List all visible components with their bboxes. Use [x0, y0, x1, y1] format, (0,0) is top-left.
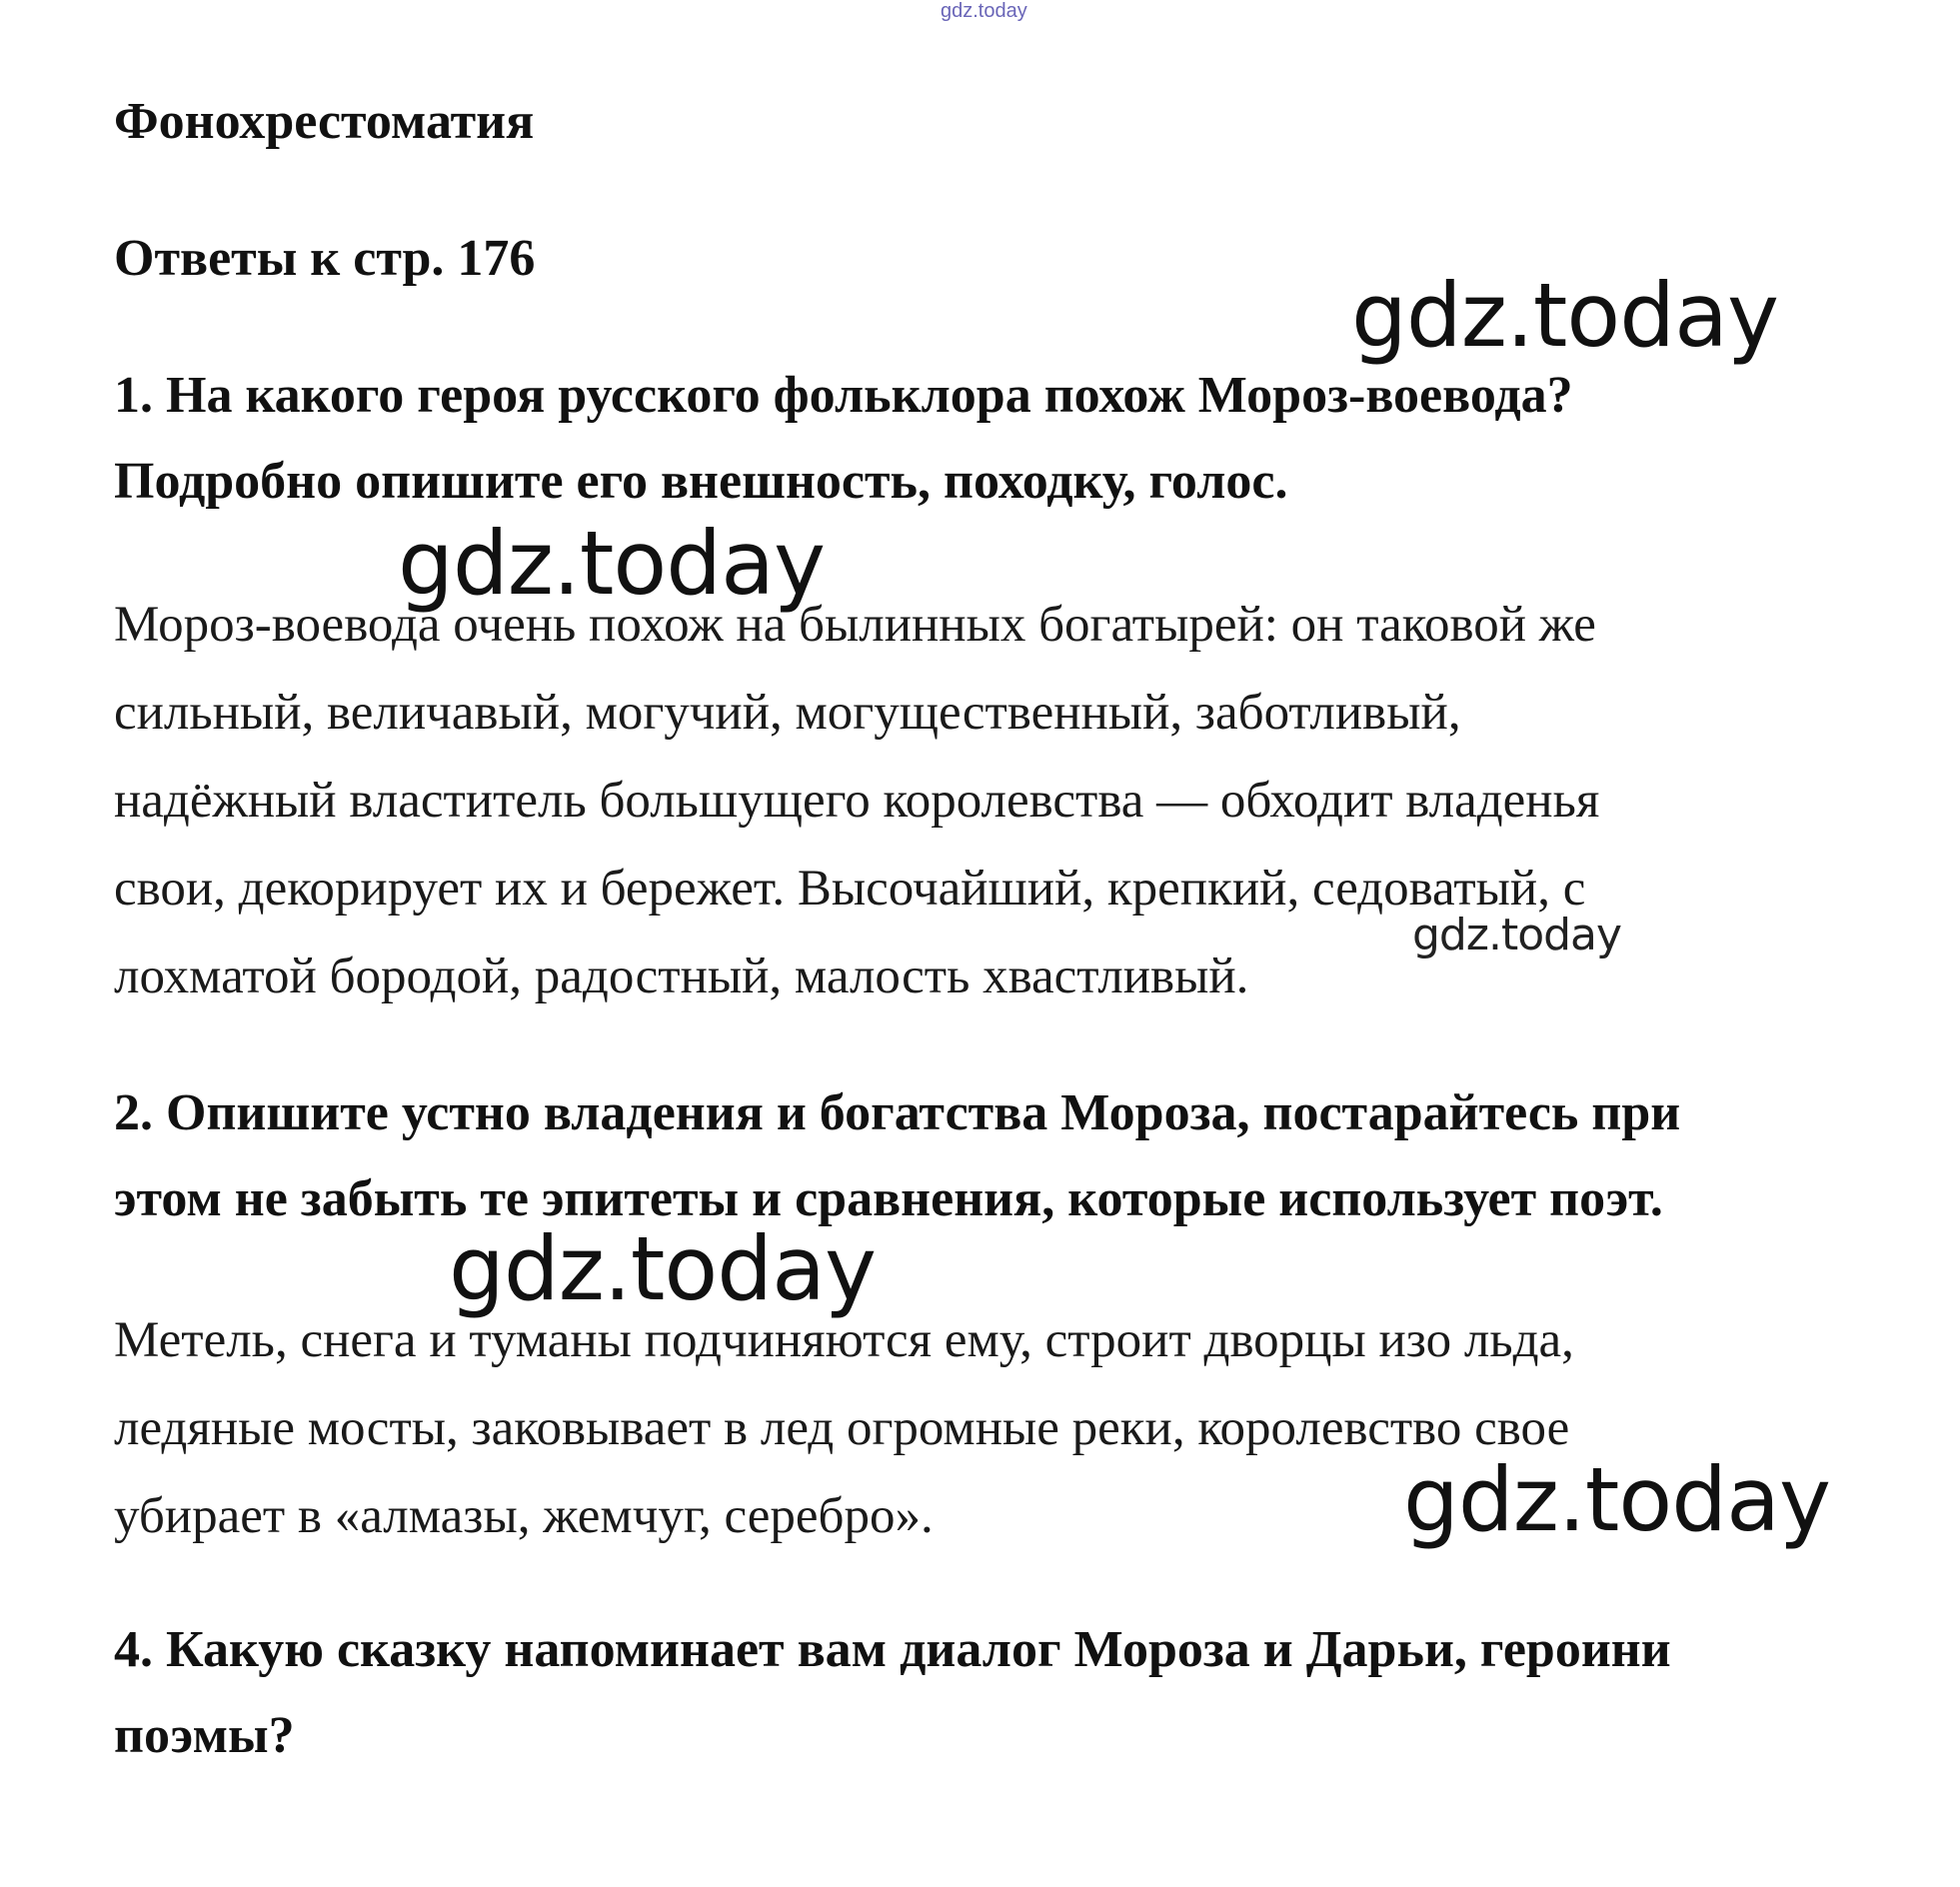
question-1-line-2: Подробно опишите его внешность, походку, голос.: [114, 453, 1288, 510]
question-2: [114, 1083, 1680, 1255]
watermark-2: gdz.today: [398, 512, 826, 615]
question-4: [114, 1620, 1671, 1792]
answer-2-line-3: убирает в «алмазы, жемчуг, серебро».: [114, 1488, 934, 1544]
answer-1: [114, 595, 1599, 1034]
question-4-line-2: поэмы?: [114, 1707, 295, 1764]
answer-1-line-3: надёжный властитель большущего королевства — обходит владенья: [114, 773, 1600, 829]
watermark-1: gdz.today: [1351, 264, 1779, 367]
question-1-line-1: 1. На какого героя русского фольклора похож Мороз-воевода?: [114, 367, 1573, 424]
answer-2-line-2: ледяные мосты, заковывает в лед огромные реки, королевство свое: [114, 1400, 1570, 1456]
answer-1-line-4: свои, декорирует их и бережет. Высочайший, крепкий, седоватый, с: [114, 861, 1586, 917]
watermark-5: gdz.today: [1403, 1448, 1831, 1551]
answer-1-line-1: Мороз-воевода очень похож на былинных богатырей: он таковой же: [114, 597, 1596, 653]
answer-1-line-5: лохматой бородой, радостный, малость хвастливый.: [114, 948, 1249, 1004]
question-2-line-2: этом не забыть те эпитеты и сравнения, которые использует поэт.: [114, 1170, 1663, 1227]
page-title: Фонохрестоматия: [114, 93, 535, 150]
answer-1-line-2: сильный, величавый, могучий, могущественный, заботливый,: [114, 685, 1461, 741]
answer-2-line-1: Метель, снега и туманы подчиняются ему, строит дворцы изо льда,: [114, 1312, 1574, 1368]
page-subtitle: Ответы к стр. 176: [114, 230, 536, 287]
top-watermark: gdz.today: [941, 0, 1027, 22]
watermark-3: gdz.today: [1412, 910, 1622, 960]
question-2-line-1: 2. Опишите устно владения и богатства Мороза, постарайтесь при: [114, 1084, 1681, 1141]
question-4-line-1: 4. Какую сказку напоминает вам диалог Мороза и Дарьи, героини: [114, 1621, 1671, 1678]
answer-2: [114, 1310, 1574, 1574]
question-1: [114, 366, 1573, 538]
watermark-4: gdz.today: [449, 1217, 877, 1320]
